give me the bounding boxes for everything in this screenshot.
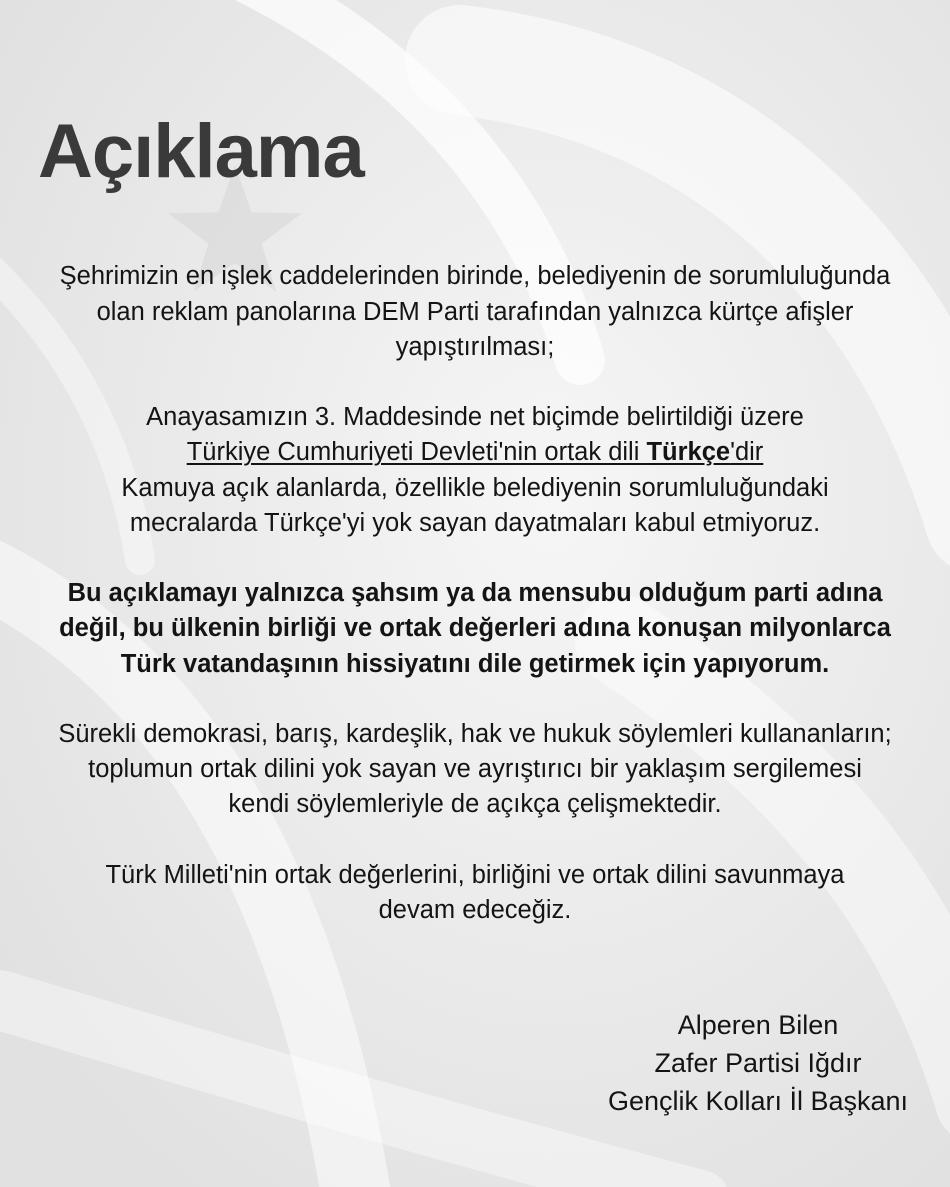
text-line: mecralarda Türkçe'yi yok sayan dayatmaları kabul etmiyoruz. [129, 508, 821, 537]
text-line: değil, bu ülkenin birliği ve ortak değerleri adına konuşan milyonlarca [59, 614, 891, 643]
text-line: Anayasamızın 3. Maddesinde net biçimde belirtildiği üzere [146, 403, 804, 432]
text-line: toplumun ortak dilini yok sayan ve ayrıştırıcı bir yaklaşım sergilemesi [88, 755, 862, 784]
text-line: yapıştırılması; [395, 332, 555, 361]
underlined-statement [187, 438, 764, 466]
paragraph-2 [0, 400, 950, 541]
page-title: Açıklama [38, 109, 364, 194]
signature-block [578, 1006, 938, 1120]
text-line: Şehrimizin en işlek caddelerinden birinde, belediyenin de sorumluluğunda [59, 262, 891, 291]
statement-body [0, 259, 950, 963]
underlined-text: Türkiye Cumhuriyeti Devleti'nin ortak dili [186, 438, 647, 467]
text-line: olan reklam panolarına DEM Parti tarafından yalnızca kürtçe afişler [96, 297, 854, 326]
paragraph-4 [0, 717, 950, 823]
text-line: Türk vatandaşının hissiyatını dile getirmek için yapıyorum. [120, 649, 830, 678]
underlined-bold-text: Türkçe [646, 438, 731, 467]
signature-party: Zafer Partisi Iğdır [654, 1048, 862, 1078]
text-line: Türk Milleti'nin ortak değerlerini, birliğini ve ortak dilini savunmaya [105, 860, 845, 889]
text-line: Bu açıklamayı yalnızca şahsım ya da mensubu olduğum parti adına [67, 579, 883, 608]
underlined-line [0, 435, 950, 470]
signature-position: Gençlik Kolları İl Başkanı [607, 1086, 909, 1116]
underlined-suffix: 'dir [730, 438, 764, 467]
paragraph-5 [0, 858, 950, 928]
text-line: Sürekli demokrasi, barış, kardeşlik, hak ve hukuk söylemleri kullananların; [58, 719, 892, 748]
signature-name: Alperen Bilen [677, 1010, 839, 1040]
text-line: Kamuya açık alanlarda, özellikle belediyenin sorumluluğundaki [121, 473, 829, 502]
text-line: devam edeceğiz. [378, 895, 572, 924]
paragraph-3-bold [0, 576, 950, 682]
text-line: kendi söylemleriyle de açıkça çelişmektedir. [228, 790, 722, 819]
paragraph-1 [0, 259, 950, 365]
